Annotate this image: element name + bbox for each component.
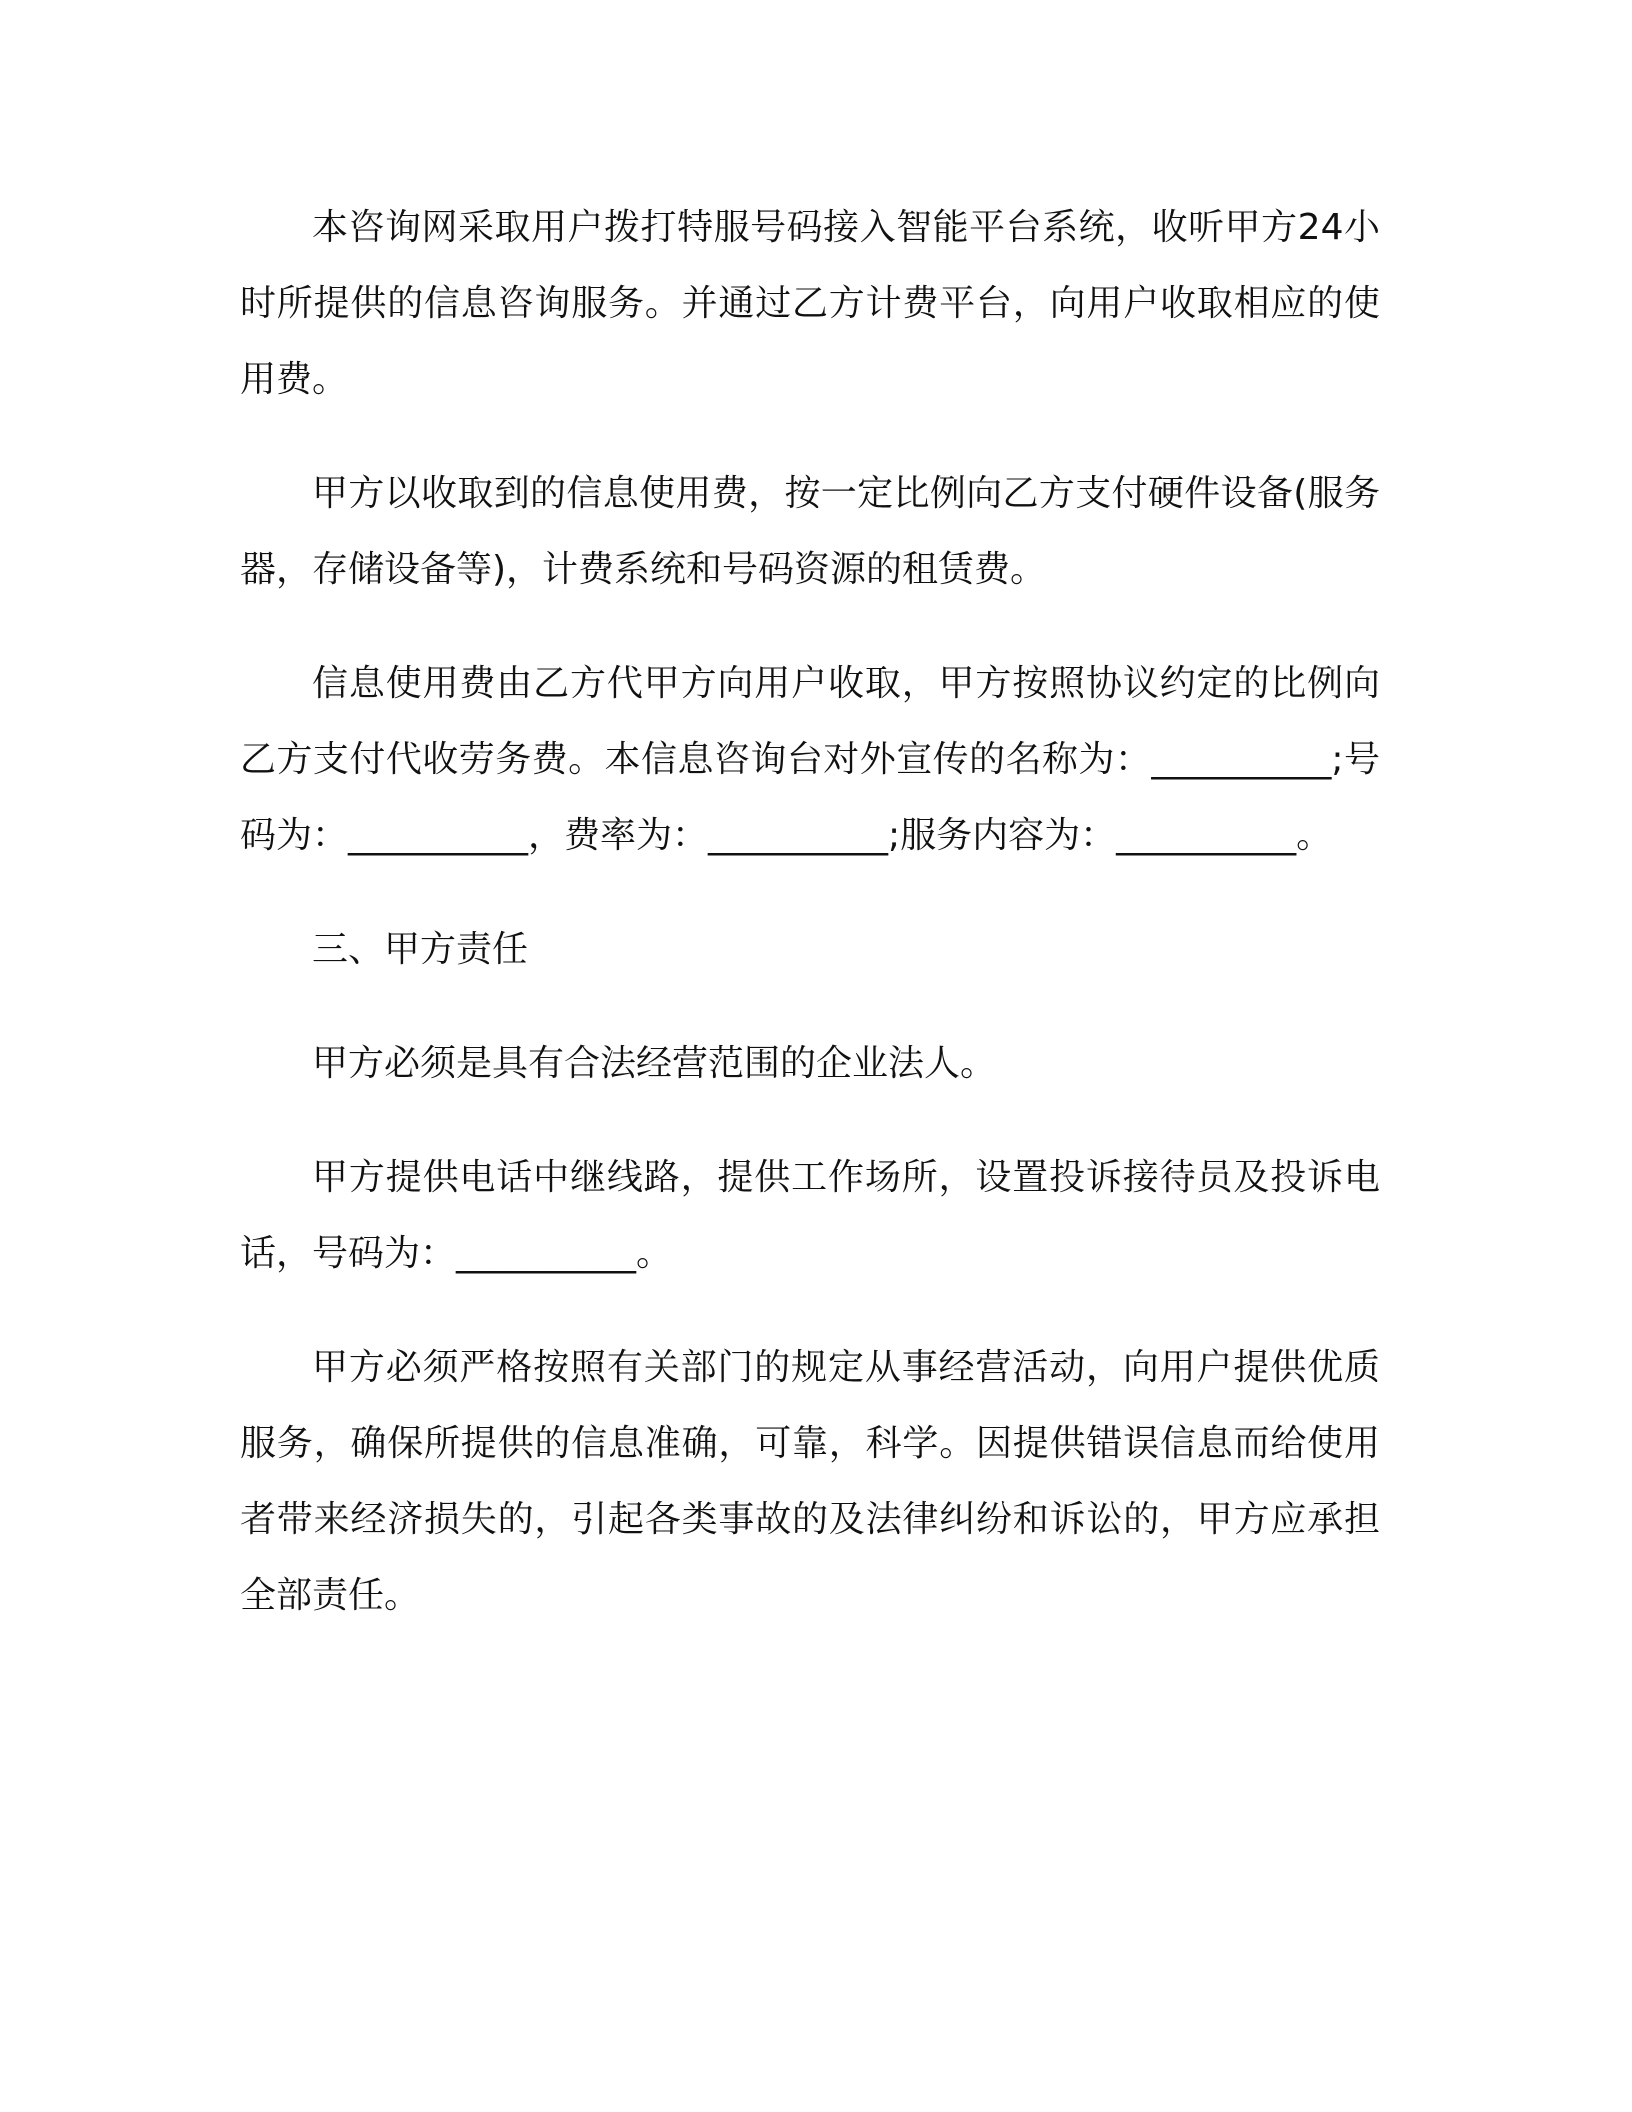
paragraph-quality-liability: 甲方必须严格按照有关部门的规定从事经营活动，向用户提供优质服务，确保所提供的信息准确，可靠，科学。因提供错误信息而给使用者带来经济损失的，引起各类事故的及法律纠纷和诉讼的，甲方应承担全部责任。 <box>240 1347 1380 1616</box>
section-heading-party-a-responsibility: 三、甲方责任 <box>312 929 529 970</box>
paragraph-fee-collection: 信息使用费由乙方代甲方向用户收取，甲方按照协议约定的比例向乙方支付代收劳务费。本信息咨询台对外宣传的名称为：__________;号码为：__________，费率为：__________;服务内容为：__________。 <box>240 663 1380 856</box>
paragraph-service-description: 本咨询网采取用户拨打特服号码接入智能平台系统，收听甲方24小时所提供的信息咨询服务。并通过乙方计费平台，向用户收取相应的使用费。 <box>240 207 1380 400</box>
paragraph-legal-entity: 甲方必须是具有合法经营范围的企业法人。 <box>312 1043 997 1084</box>
document-body <box>240 190 1380 1672</box>
paragraph-rental-fee: 甲方以收取到的信息使用费，按一定比例向乙方支付硬件设备(服务器，存储设备等)，计费系统和号码资源的租赁费。 <box>240 473 1380 590</box>
paragraph-complaint-phone: 甲方提供电话中继线路，提供工作场所，设置投诉接待员及投诉电话，号码为：__________。 <box>240 1157 1380 1274</box>
